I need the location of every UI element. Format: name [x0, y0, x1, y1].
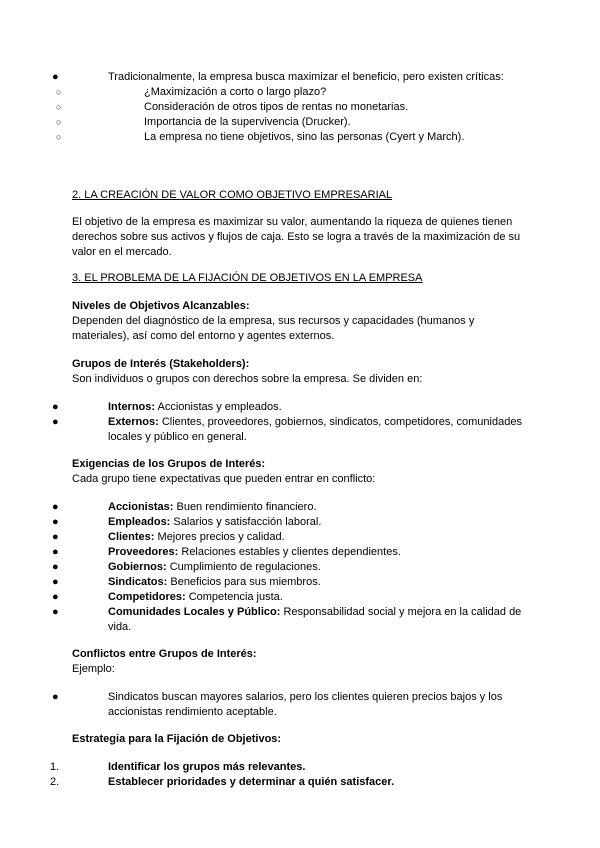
exigencias-text: Cada grupo tiene expectativas que pueden entrar en conflicto: — [72, 473, 376, 485]
list-item: ● Externos: Clientes, proveedores, gobiernos, sindicatos, competidores, comunidades locales y público en general. — [52, 416, 522, 443]
document-page — [50, 70, 532, 790]
list-item: ● Competidores: Competencia justa. — [52, 591, 283, 603]
bullet-icon: ● — [52, 561, 59, 573]
bullet-icon: ● — [52, 416, 59, 428]
circle-bullet-icon: ○ — [56, 132, 62, 142]
niveles-heading: Niveles de Objetivos Alcanzables: — [72, 300, 250, 312]
niveles-line: Dependen del diagnóstico de la empresa, sus recursos y capacidades (humanos y — [72, 315, 475, 327]
list-item: ● Clientes: Mejores precios y calidad. — [52, 531, 285, 543]
list-item: ● Accionistas: Buen rendimiento financiero. — [52, 501, 317, 513]
grupos-text: Son individuos o grupos con derechos sobre la empresa. Se dividen en: — [72, 373, 423, 385]
estrategia-list — [50, 760, 532, 790]
section-2-para-line: El objetivo de la empresa es maximizar su valor, aumentando la riqueza de quienes tienen — [72, 216, 513, 228]
exigencias-list — [52, 500, 532, 635]
bullet-icon: ● — [52, 691, 59, 703]
bullet-icon: ● — [52, 71, 59, 83]
estrategia-heading: Estrategia para la Fijación de Objetivos: — [72, 733, 282, 745]
list-item: 2. Establecer prioridades y determinar a quién satisfacer. — [50, 776, 395, 788]
list-item: ● Gobiernos: Cumplimiento de regulaciones. — [52, 561, 321, 573]
bullet-icon: ● — [52, 546, 59, 558]
circle-bullet-icon: ○ — [56, 117, 62, 127]
list-item: ● Empleados: Salarios y satisfacción laboral. — [52, 516, 322, 528]
list-item: ● Tradicionalmente, la empresa busca maximizar el beneficio, pero existen críticas: — [52, 71, 504, 83]
bullet-icon: ● — [52, 576, 59, 588]
list-item: ○ ¿Maximización a corto o largo plazo? — [56, 86, 327, 98]
grupos-list — [52, 400, 532, 445]
bullet-icon: ● — [52, 401, 59, 413]
niveles-line: materiales), así como del entorno y agentes externos. — [72, 330, 335, 342]
list-item: ○ Importancia de la supervivencia (Drucker). — [56, 116, 351, 128]
bullet-icon: ● — [52, 501, 59, 513]
section-2-para-line: valor en el mercado. — [72, 246, 172, 258]
list-item: ● Internos: Accionistas y empleados. — [52, 401, 282, 413]
list-item: ○ Consideración de otros tipos de rentas no monetarias. — [56, 101, 409, 113]
bullet-icon: ● — [52, 516, 59, 528]
grupos-heading: Grupos de Interés (Stakeholders): — [72, 358, 250, 370]
section-3-title: 3. EL PROBLEMA DE LA FIJACIÓN DE OBJETIVOS EN LA EMPRESA — [72, 272, 423, 284]
list-item: ○ La empresa no tiene objetivos, sino las personas (Cyert y March). — [56, 131, 465, 143]
list-item: 1. Identificar los grupos más relevantes. — [50, 761, 306, 773]
list-item: ● Proveedores: Relaciones estables y clientes dependientes. — [52, 546, 401, 558]
circle-bullet-icon: ○ — [56, 87, 62, 97]
bullet-icon: ● — [52, 531, 59, 543]
bullet-icon: ● — [52, 606, 59, 618]
conflictos-text: Ejemplo: — [72, 663, 115, 675]
conflictos-heading: Conflictos entre Grupos de Interés: — [72, 648, 257, 660]
section-2-title: 2. LA CREACIÓN DE VALOR COMO OBJETIVO EMPRESARIAL — [72, 189, 393, 201]
list-item: ● Sindicatos: Beneficios para sus miembros. — [52, 576, 321, 588]
bullet-icon: ● — [52, 591, 59, 603]
circle-bullet-icon: ○ — [56, 102, 62, 112]
exigencias-heading: Exigencias de los Grupos de Interés: — [72, 458, 266, 470]
intro-list — [52, 70, 532, 145]
list-item: ● Comunidades Locales y Público: Responsabilidad social y mejora en la calidad de vida. — [52, 606, 522, 633]
list-item: ● Sindicatos buscan mayores salarios, pero los clientes quieren precios bajos y los accionistas rendimiento aceptable. — [52, 691, 503, 718]
conflictos-list — [52, 690, 532, 720]
section-2-para-line: derechos sobre sus activos y flujos de caja. Esto se logra a través de la maximización de su — [72, 231, 521, 243]
